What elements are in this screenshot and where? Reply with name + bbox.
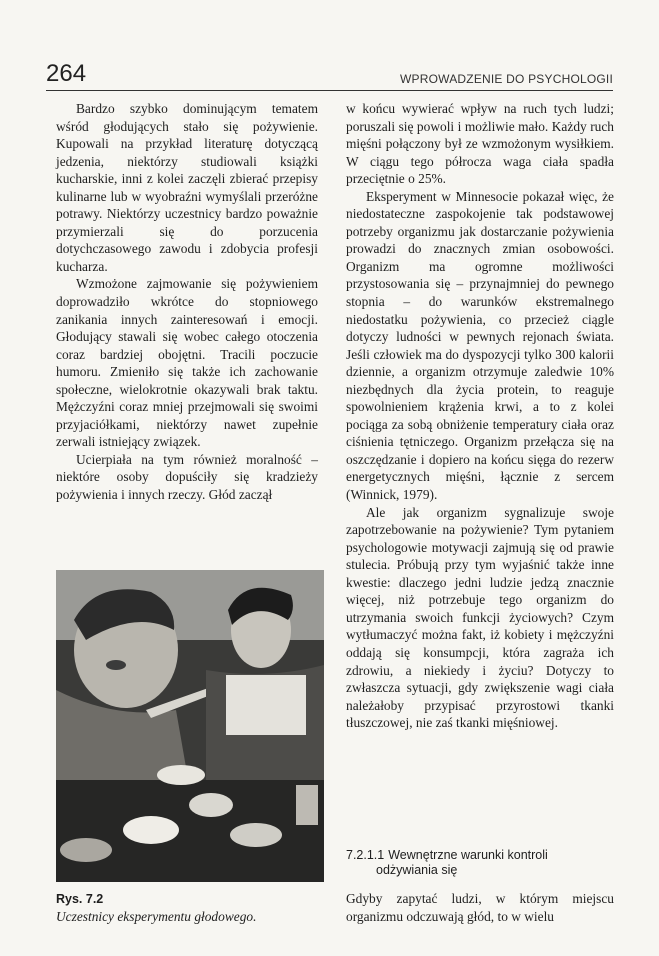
closing-paragraph-block <box>346 890 614 925</box>
figure-photo <box>56 570 324 882</box>
figure-label: Rys. 7.2 <box>56 892 104 906</box>
subsection-title-line2: odżywiania się <box>376 863 458 877</box>
left-column <box>56 100 318 504</box>
running-head: WPROWADZENIE DO PSYCHOLOGII <box>400 72 613 86</box>
paragraph: Ucierpiała na tym również moralność – niektóre osoby dopuściły się kradzieży pożywienia i innych rzeczy. Głód zaczął <box>56 451 318 503</box>
paragraph: w końcu wywierać wpływ na ruch tych ludzi; poruszali się powoli i możliwie mało. Każdy ruch mięśni połączony był ze wzmożonym wysiłkiem. W ciągu tego półrocza waga ciała spadła przeciętnie o 25%. <box>346 101 614 187</box>
page-header <box>46 58 613 91</box>
subsection-heading <box>346 848 614 878</box>
paragraph: Gdyby zapytać ludzi, w którym miejscu organizmu odczuwają głód, to w wielu <box>346 891 614 924</box>
photo-illustration <box>56 570 324 882</box>
right-column <box>346 100 614 732</box>
page-number: 264 <box>46 60 87 87</box>
paragraph: Eksperyment w Minnesocie pokazał więc, że niedostateczne zaspokojenie tak podstawowej potrzeby organizmu jak dostarczanie pożywienia prowadzi do znacznych zmian osobowości. Organizm ma ogromne możliwości przystosowania się – przynajmniej do pewnego stopnia – do warunków ekstremalnego niedostatku pożywienia, co przecież ciągle dotyczy ludności w pewnych rejonach świata. Jeśli człowiek ma do dyspozycji tylko 300 kalorii dziennie, a organizm otrzymuje zaledwie 10% niezbędnych dla życia protein, to reaguje spowolnieniem krążenia krwi, a to z kolei pociąga za sobą obniżenie temperatury ciała oraz ciśnienia tętniczego. Organizm przełącza się na oszczędzanie i dopiero na końcu sięga do rezerw energetycznych mięśni, łącznie z sercem (Winnick, 1979). <box>346 188 614 503</box>
subsection-number: 7.2.1.1 <box>346 848 385 862</box>
paragraph: Wzmożone zajmowanie się pożywieniem doprowadziło wkrótce do stopniowego zanikania innych zainteresowań i emocji. Głodujący stawali się wobec całego otoczenia coraz bardziej obojętni. Tracili poczucie humoru. Zmieniło się także ich zachowanie społeczne, wielokrotnie okazywali brak taktu. Mężczyźni coraz mniej przejmowali się swoimi przyjaciółkami, niektórzy nawet zupełnie zerwali istniejący związek. <box>56 276 318 450</box>
subsection-title-line1: Wewnętrzne warunki kontroli <box>388 848 548 862</box>
figure-caption: Uczestnicy eksperymentu głodowego. <box>56 909 257 924</box>
paragraph: Bardzo szybko dominującym tematem wśród głodujących stało się pożywienie. Kupowali na przykład literaturę dotyczącą jedzenia, niektórzy studiowali książki kucharskie, inni z kolei zaczęli zbierać przepisy kulinarne lub w wyobraźni wymyślali przeróżne potrawy. Niektórzy uczestnicy bardzo poważnie przymierzali się do porzucenia dotychczasowego zawodu i zdobycia profesji kucharza. <box>56 101 318 274</box>
paragraph: Ale jak organizm sygnalizuje swoje zapotrzebowanie na pożywienie? Tym pytaniem psychologowie motywacji zajmują się od prawie stulecia. Próbują przy tym wyjaśnić także inne kwestie: dlaczego jedni ludzie jedzą znacznie więcej, niż potrzebuje tego organizm do utrzymania swoich funkcji życiowych? Czym wytłumaczyć można fakt, iż kobiety i mężczyźni oddają się konsumpcji, która zagraża ich zdrowiu, a niekiedy i życiu? Dotyczy to zwłaszcza sytuacji, gdy zwiększenie wagi ciała należałoby przypisać przyrostowi tkanki tłuszczowej, nie zaś tkanki mięśniowej. <box>346 504 614 731</box>
